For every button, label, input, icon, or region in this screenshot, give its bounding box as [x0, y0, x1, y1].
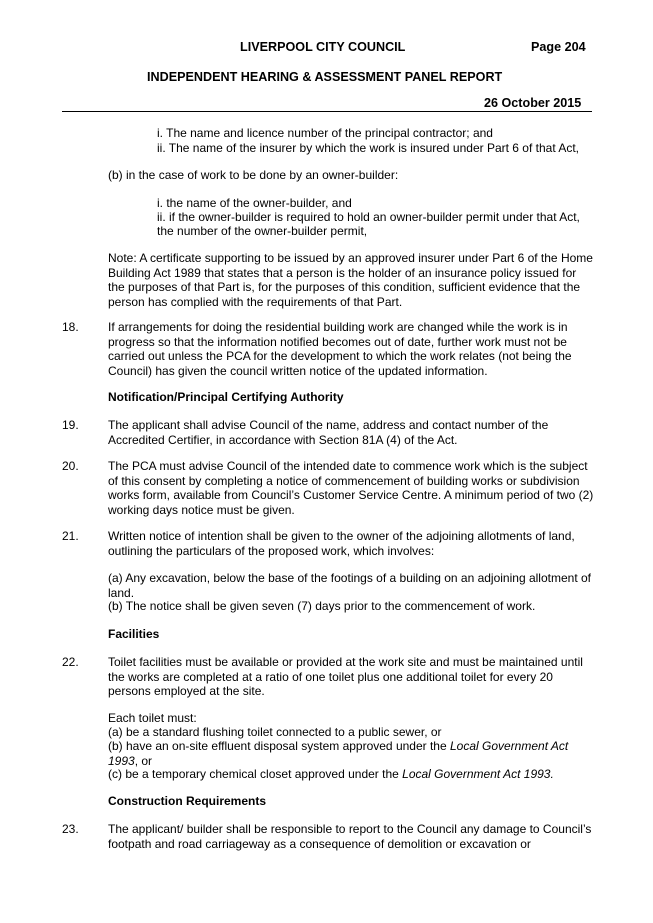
condition-text: Toilet facilities must be available or provided at the work site and must be maintained until the works are completed at a ratio of one toilet plus one additional toilet for every 20 persons employed at the site.	[108, 655, 583, 698]
condition-subitem: (b) The notice shall be given seven (7) days prior to the commencement of work.	[108, 599, 536, 613]
condition-subitem: (a) Any excavation, below the base of the footings of a building on an adjoining allotment of land.	[108, 571, 591, 600]
paragraph: (b) in the case of work to be done by an owner-builder:	[108, 168, 399, 182]
act-title: Local Government Act 1993.	[402, 767, 554, 781]
list-item: the number of the owner-builder permit,	[157, 224, 368, 238]
section-heading: Notification/Principal Certifying Authority	[108, 390, 344, 404]
condition-subitem: (a) be a standard flushing toilet connected to a public sewer, or	[108, 725, 442, 739]
condition-text: If arrangements for doing the residential building work are changed while the work is in progress so that the information notified becomes out of date, further work must not be carried out unless the PCA for the development to which the work relates (not being the Council) has given the council written notice of the updated information.	[108, 320, 572, 378]
council-name: LIVERPOOL CITY COUNCIL	[240, 40, 406, 54]
paragraph: Each toilet must:	[108, 711, 197, 725]
condition-number: 19.	[62, 418, 79, 432]
condition-subitem	[108, 767, 594, 782]
report-date: 26 October 2015	[484, 96, 582, 110]
condition-number: 23.	[62, 822, 79, 836]
report-title: INDEPENDENT HEARING & ASSESSMENT PANEL REPORT	[147, 70, 503, 84]
list-item: ii. if the owner-builder is required to hold an owner-builder permit under that Act,	[157, 210, 580, 224]
subitem-text: (b) have an on-site effluent disposal system approved under the	[108, 739, 450, 753]
section-heading: Facilities	[108, 627, 160, 641]
condition-subitem	[108, 739, 594, 768]
subitem-text: (c) be a temporary chemical closet approved under the	[108, 767, 403, 781]
condition-text: The PCA must advise Council of the intended date to commence work which is the subject of this consent by completing a notice of commencement of building works or subdivision works form, available from Council’s Customer Service Centre. A minimum period of two (2) working days notice must be given.	[108, 459, 594, 517]
condition-text: The applicant shall advise Council of the name, address and contact number of the Accredited Certifier, in accordance with Section 81A (4) of the Act.	[108, 418, 549, 447]
condition-number: 18.	[62, 320, 79, 334]
condition-text: The applicant/ builder shall be responsible to report to the Council any damage to Council’s footpath and road carriageway as a consequence of demolition or excavation or	[108, 822, 592, 851]
condition-text: Written notice of intention shall be given to the owner of the adjoining allotments of land, outlining the particulars of the proposed work, which involves:	[108, 529, 575, 558]
condition-number: 22.	[62, 655, 79, 669]
list-item: i. The name and licence number of the principal contractor; and	[157, 126, 493, 140]
condition-number: 20.	[62, 459, 79, 473]
section-heading: Construction Requirements	[108, 794, 267, 808]
list-item: ii. The name of the insurer by which the work is insured under Part 6 of that Act,	[157, 141, 579, 155]
list-item: i. the name of the owner-builder, and	[157, 196, 352, 210]
act-title: Local Government Act 1993	[108, 739, 569, 768]
note-paragraph: Note: A certificate supporting to be issued by an approved insurer under Part 6 of the Home Building Act 1989 that states that a person is the holder of an insurance policy issued for the purposes of that Part is, for the purposes of this condition, sufficient evidence that the person has complied with the requirements of that Part.	[108, 251, 593, 309]
header-divider	[62, 111, 592, 112]
page-number: Page 204	[531, 40, 586, 54]
subitem-text: , or	[134, 753, 153, 768]
condition-number: 21.	[62, 529, 79, 543]
